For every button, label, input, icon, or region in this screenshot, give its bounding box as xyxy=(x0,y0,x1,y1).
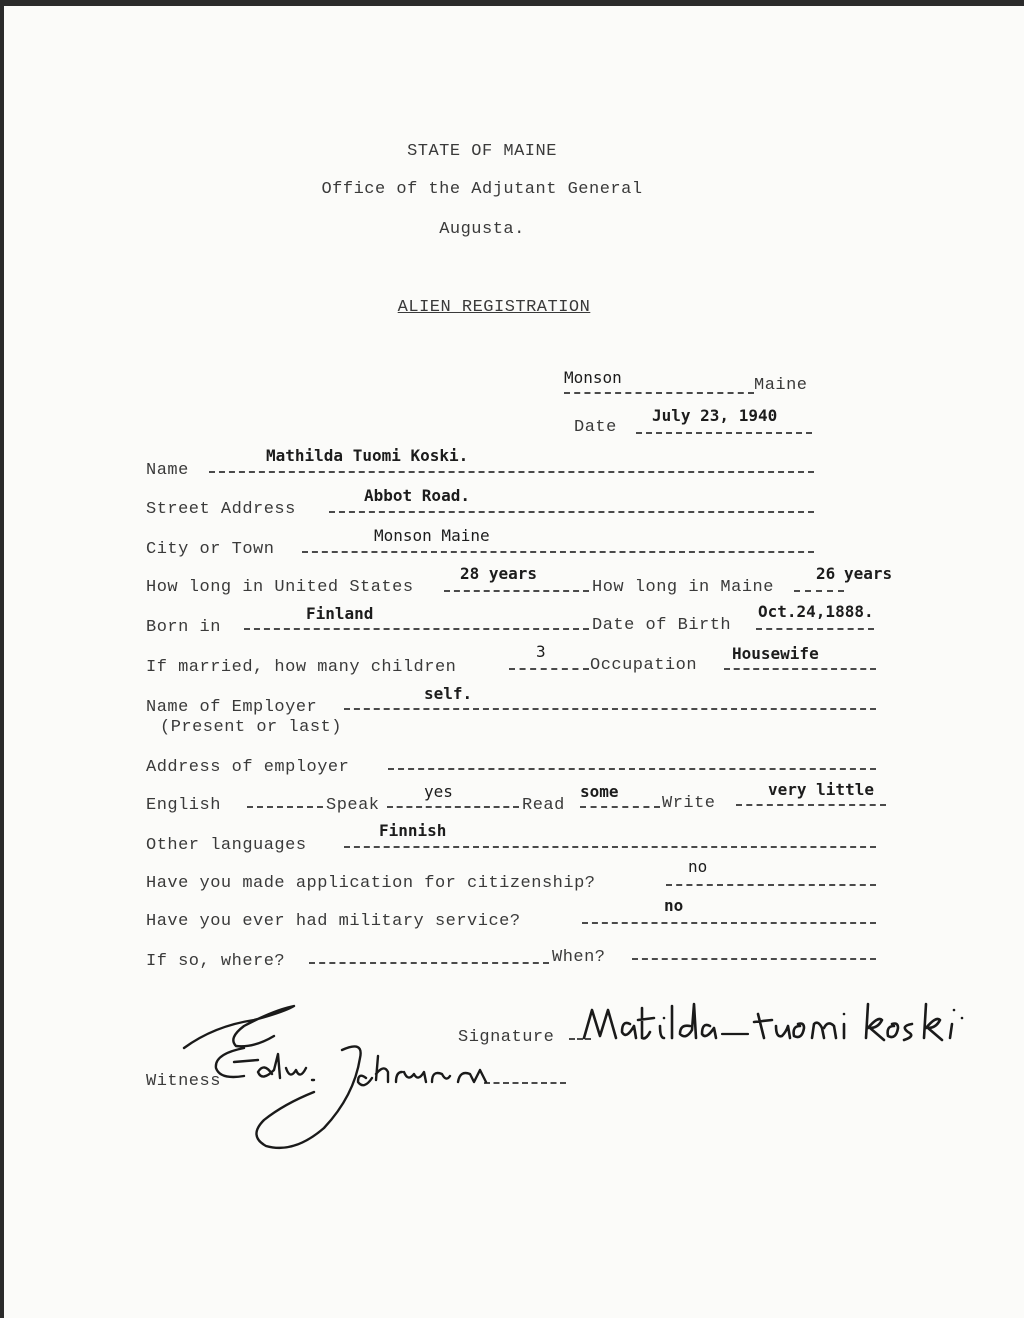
place-state-label: Maine xyxy=(754,376,808,395)
dob-line xyxy=(756,628,874,630)
witness-handwriting xyxy=(174,996,514,1156)
read-label: Read xyxy=(522,796,565,815)
us-time-line xyxy=(444,590,589,592)
born-label: Born in xyxy=(146,618,221,637)
employer-address-label: Address of employer xyxy=(146,758,350,777)
name-label: Name xyxy=(146,461,189,480)
employer-address-line xyxy=(388,768,876,770)
military-label: Have you ever had military service? xyxy=(146,912,521,931)
city-heading: Augusta. xyxy=(439,220,525,239)
where-line xyxy=(309,962,549,964)
employer-sublabel: (Present or last) xyxy=(160,718,342,737)
speak-value: yes xyxy=(424,782,453,801)
name-line xyxy=(209,471,814,473)
where-label: If so, where? xyxy=(146,952,286,971)
employer-line xyxy=(344,708,876,710)
name-value: Mathilda Tuomi Koski. xyxy=(266,446,469,465)
city-value: Monson Maine xyxy=(374,526,490,545)
city-line xyxy=(302,551,814,553)
citizenship-line xyxy=(666,884,876,886)
document-page xyxy=(4,6,1024,1318)
born-value: Finland xyxy=(306,604,374,623)
date-value: July 23, 1940 xyxy=(652,406,778,425)
date-label: Date xyxy=(574,418,617,437)
city-label: City or Town xyxy=(146,540,275,559)
form-title: ALIEN REGISTRATION xyxy=(397,298,591,317)
maine-time-line xyxy=(794,590,844,592)
occupation-line xyxy=(724,668,876,670)
write-label: Write xyxy=(662,794,716,813)
date-line xyxy=(636,432,812,434)
street-label: Street Address xyxy=(146,500,296,519)
write-line xyxy=(736,804,886,806)
born-line xyxy=(244,628,589,630)
dob-label: Date of Birth xyxy=(592,616,732,635)
when-line xyxy=(632,958,876,960)
us-time-label: How long in United States xyxy=(146,578,414,597)
dob-value: Oct.24,1888. xyxy=(758,602,874,621)
us-time-value: 28 years xyxy=(460,564,538,583)
citizenship-label: Have you made application for citizenship? xyxy=(146,874,596,893)
street-value: Abbot Road. xyxy=(364,486,470,505)
signature-handwriting xyxy=(578,996,1018,1056)
maine-time-suffix: years xyxy=(844,564,893,583)
children-label: If married, how many children xyxy=(146,658,457,677)
office-heading: Office of the Adjutant General xyxy=(321,180,643,199)
children-line xyxy=(509,668,589,670)
other-lang-line xyxy=(344,846,876,848)
speak-line xyxy=(387,806,519,808)
place-line xyxy=(564,392,754,394)
write-value: very little xyxy=(768,780,874,799)
english-label: English xyxy=(146,796,221,815)
read-line xyxy=(580,806,660,808)
speak-label: Speak xyxy=(326,796,380,815)
signature-label: Signature xyxy=(458,1028,555,1047)
witness-label: Witness xyxy=(146,1072,221,1091)
employer-label: Name of Employer xyxy=(146,698,318,717)
military-line xyxy=(582,922,876,924)
when-label: When? xyxy=(552,948,606,967)
place-town: Monson xyxy=(564,368,622,387)
employer-value: self. xyxy=(424,684,473,703)
maine-time-value: 26 xyxy=(816,564,836,583)
occupation-label: Occupation xyxy=(590,656,698,675)
maine-time-label: How long in Maine xyxy=(592,578,774,597)
children-value: 3 xyxy=(536,642,546,661)
other-lang-label: Other languages xyxy=(146,836,307,855)
military-value: no xyxy=(664,896,684,915)
state-heading: STATE OF MAINE xyxy=(407,142,557,161)
citizenship-value: no xyxy=(688,857,708,876)
occupation-value: Housewife xyxy=(732,644,819,663)
street-line xyxy=(329,511,814,513)
other-lang-value: Finnish xyxy=(379,821,447,840)
read-value: some xyxy=(580,782,619,801)
english-line xyxy=(247,806,323,808)
